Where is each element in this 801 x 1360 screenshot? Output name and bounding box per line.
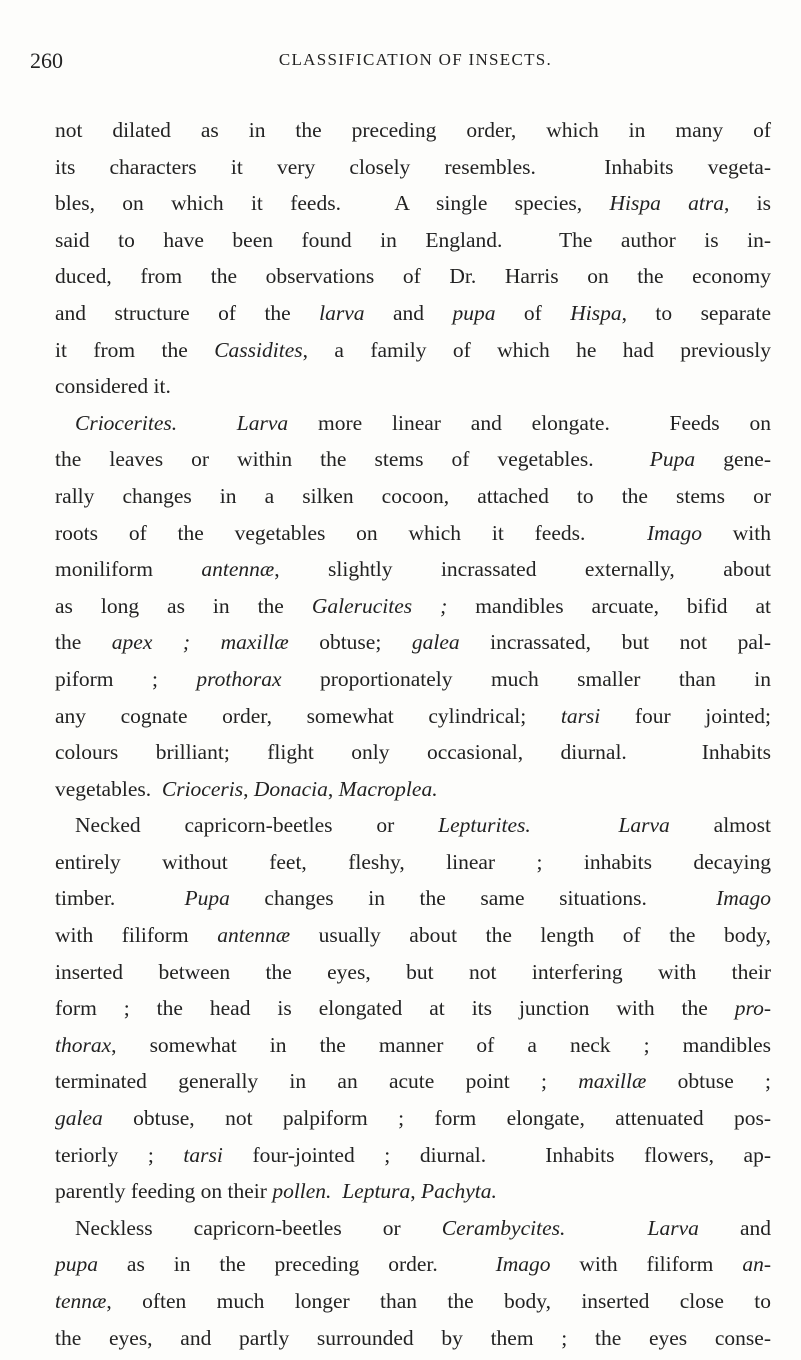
text-line xyxy=(55,149,771,186)
text-run: Neckless capricorn-beetles or xyxy=(75,1215,442,1240)
text-run: teriorly ; xyxy=(55,1142,184,1167)
text-run: incrassated, but not pal- xyxy=(459,630,772,655)
italic-term: Lepturites. xyxy=(438,813,531,838)
italic-term: tennæ xyxy=(55,1289,107,1313)
italic-term: Galerucites ; xyxy=(311,593,448,618)
text-run: as in the preceding order. xyxy=(98,1252,496,1277)
italic-term: Leptura xyxy=(342,1179,411,1204)
italic-term: Hispa xyxy=(570,300,622,325)
text-line xyxy=(55,990,771,1027)
text-run xyxy=(565,1216,647,1240)
text-line xyxy=(55,441,771,478)
text-run: with filiform xyxy=(550,1252,743,1277)
text-run: , slightly incrassated externally, about xyxy=(274,557,771,582)
text-run: and structure of the xyxy=(55,300,320,325)
text-run xyxy=(177,411,237,435)
text-line xyxy=(55,917,771,954)
italic-term: pollen. xyxy=(272,1179,332,1204)
italic-term: galea xyxy=(55,1106,103,1131)
italic-term: pupa xyxy=(452,300,496,325)
italic-term: maxillæ xyxy=(578,1069,647,1094)
text-run: , xyxy=(327,776,339,801)
text-line xyxy=(55,1137,771,1174)
text-run: with xyxy=(701,520,771,545)
text-run: parently feeding on their xyxy=(55,1179,273,1204)
text-line xyxy=(55,222,771,259)
text-run: considered it. xyxy=(55,374,171,399)
italic-term: tarsi xyxy=(183,1142,223,1167)
text-run: proportionately much smaller than in xyxy=(281,666,771,691)
italic-term: Hispa atra xyxy=(609,191,724,216)
text-line xyxy=(55,295,771,332)
text-run: obtuse; xyxy=(288,630,412,655)
text-run: any cognate order, somewhat cylindrical; xyxy=(55,703,561,728)
text-run: , a family of which he had previously xyxy=(302,337,771,362)
text-run: , is xyxy=(723,191,771,216)
text-run: obtuse ; xyxy=(646,1069,771,1094)
italic-term: Imago xyxy=(495,1252,551,1277)
text-run: not dilated as in the preceding order, which in many of xyxy=(55,118,771,142)
italic-term: Cassidites xyxy=(214,337,303,362)
text-run: , xyxy=(243,776,254,801)
text-line xyxy=(55,1063,771,1100)
text-line xyxy=(55,624,771,661)
text-line xyxy=(55,844,771,881)
text-run xyxy=(331,1179,342,1203)
italic-term: thorax xyxy=(55,1032,112,1057)
italic-term: Crioceris xyxy=(161,776,244,801)
text-run: vegetables. xyxy=(55,776,162,801)
text-run: , somewhat in the manner of a neck ; mandibles xyxy=(111,1032,771,1057)
text-run: of xyxy=(495,300,571,325)
text-run: obtuse, not palpiform ; form elongate, attenuated pos- xyxy=(102,1106,771,1131)
text-run: gene- xyxy=(695,447,771,472)
text-line xyxy=(55,368,771,405)
italic-term: Larva xyxy=(618,813,670,838)
text-line xyxy=(55,588,771,625)
italic-term: prothorax xyxy=(196,666,282,691)
text-line xyxy=(55,1246,771,1283)
text-run: colours brilliant; flight only occasional, diurnal. Inhabits xyxy=(55,740,771,765)
italic-term: Larva xyxy=(236,410,289,435)
text-line xyxy=(55,954,771,991)
text-run: four-jointed ; diurnal. Inhabits flowers, ap- xyxy=(222,1142,771,1167)
text-run: form ; the head is elongated at its junction with the xyxy=(55,996,735,1021)
italic-term: Criocerites. xyxy=(75,410,178,435)
text-run: and xyxy=(698,1215,772,1240)
italic-term: Larva xyxy=(647,1215,699,1240)
italic-term: Pupa xyxy=(649,447,696,472)
text-run xyxy=(531,813,619,837)
text-run: moniliform xyxy=(55,557,202,582)
text-run: the leaves or within the stems of vegetables. xyxy=(55,447,650,472)
body-text xyxy=(55,112,771,1356)
text-line xyxy=(55,1210,771,1247)
text-run: , often much longer than the body, inserted close to xyxy=(106,1289,771,1313)
text-run: piform ; xyxy=(55,666,197,691)
italic-term: antennæ xyxy=(217,923,291,948)
text-run: usually about the length of the body, xyxy=(290,923,771,948)
text-line xyxy=(55,880,771,917)
text-run: the xyxy=(55,630,112,655)
text-run: , xyxy=(410,1179,422,1204)
text-line xyxy=(55,661,771,698)
italic-term: antennæ xyxy=(201,557,275,582)
page-number: 260 xyxy=(30,48,63,73)
text-line xyxy=(55,112,771,149)
italic-term: tarsi xyxy=(560,703,601,728)
text-run: as long as in the xyxy=(55,593,312,618)
text-run: almost xyxy=(669,813,771,838)
italic-term: Pachyta. xyxy=(421,1179,497,1204)
text-run: duced, from the observations of Dr. Harris on the economy xyxy=(55,264,771,289)
text-line xyxy=(55,1320,771,1357)
text-run: bles, on which it feeds. A single species, xyxy=(55,191,610,216)
text-line xyxy=(55,1173,771,1210)
text-run: four jointed; xyxy=(600,703,771,728)
text-run: the eyes, and partly surrounded by them ; the eyes conse- xyxy=(55,1325,771,1350)
text-line xyxy=(55,405,771,442)
running-title: CLASSIFICATION OF INSECTS. xyxy=(278,50,553,69)
text-line xyxy=(55,185,771,222)
text-line xyxy=(55,698,771,735)
text-run: Necked capricorn-beetles or xyxy=(75,813,439,838)
text-line xyxy=(55,1283,771,1320)
text-run: mandibles arcuate, bifid at xyxy=(447,593,771,618)
text-line xyxy=(55,771,771,808)
text-run: changes in the same situations. xyxy=(229,886,717,911)
text-run: with filiform xyxy=(55,923,218,948)
text-run: entirely without feet, fleshy, linear ; inhabits decaying xyxy=(55,849,771,874)
italic-term: pro- xyxy=(734,996,771,1021)
text-line xyxy=(55,551,771,588)
text-run: more linear and elongate. Feeds on xyxy=(288,410,772,435)
italic-term: an- xyxy=(742,1252,771,1277)
text-line xyxy=(55,1100,771,1137)
text-line xyxy=(55,478,771,515)
text-line xyxy=(55,515,771,552)
text-run: inserted between the eyes, but not interfering with their xyxy=(55,959,771,984)
italic-term: Macroplea. xyxy=(338,776,438,801)
text-line xyxy=(55,258,771,295)
italic-term: apex ; maxillæ xyxy=(111,630,289,655)
text-run: terminated generally in an acute point ; xyxy=(55,1069,579,1094)
italic-term: Cerambycites. xyxy=(441,1215,566,1240)
italic-term: Imago xyxy=(647,520,702,545)
italic-term: Donacia xyxy=(253,776,328,801)
italic-term: Pupa xyxy=(184,886,230,911)
italic-term: Imago xyxy=(716,886,772,911)
text-run: it from the xyxy=(55,337,215,362)
text-run: roots of the vegetables on which it feeds. xyxy=(55,520,648,545)
text-line xyxy=(55,807,771,844)
text-run: rally changes in a silken cocoon, attached to the stems or xyxy=(55,483,771,508)
text-line xyxy=(55,1027,771,1064)
italic-term: galea xyxy=(411,630,460,655)
text-run: timber. xyxy=(55,886,185,911)
text-run: , to separate xyxy=(621,300,771,325)
text-run: and xyxy=(364,300,453,325)
text-line xyxy=(55,734,771,771)
text-line xyxy=(55,332,771,369)
text-run: said to have been found in England. The author is in- xyxy=(55,227,771,252)
italic-term: larva xyxy=(319,300,365,325)
italic-term: pupa xyxy=(55,1252,98,1277)
text-run: its characters it very closely resembles. Inhabits vegeta- xyxy=(55,154,771,179)
